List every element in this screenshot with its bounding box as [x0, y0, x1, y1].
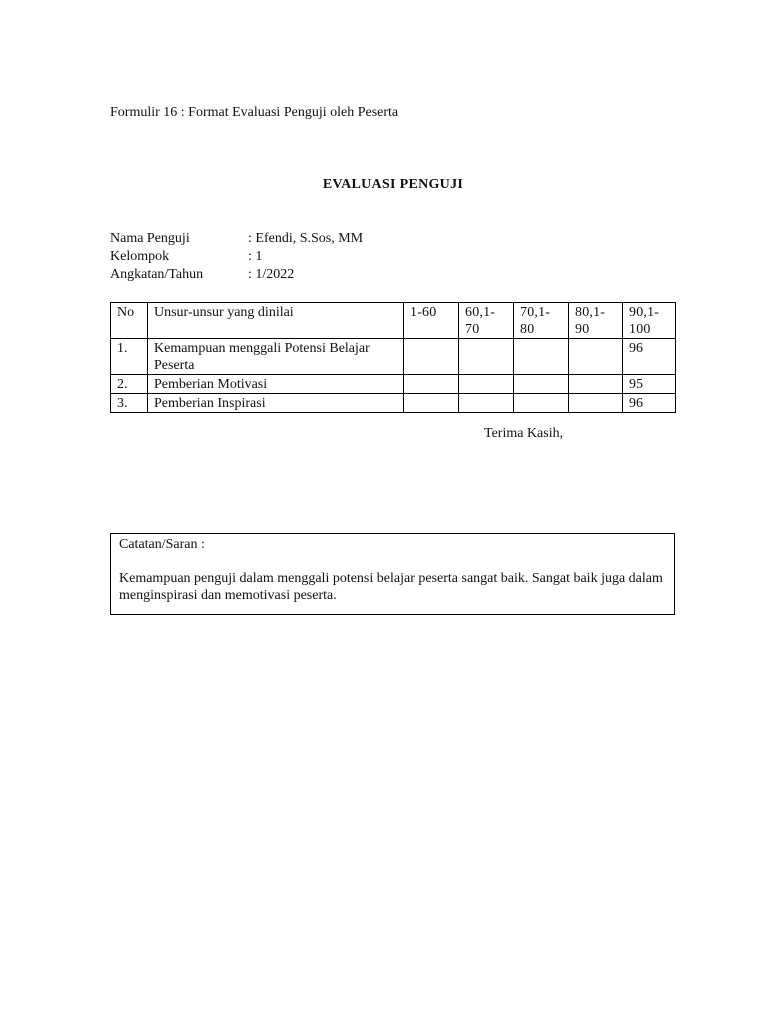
info-value: : 1/2022	[248, 267, 295, 282]
notes-label: Catatan/Saran :	[119, 537, 205, 552]
table-cell-no: 1.	[111, 339, 148, 375]
table-header-cell: 60,1-70	[459, 303, 514, 339]
table-header-cell: Unsur-unsur yang dinilai	[148, 303, 404, 339]
table-header-cell: 70,1-80	[514, 303, 569, 339]
notes-box	[110, 533, 675, 615]
table-header-cell: No	[111, 303, 148, 339]
table-cell-no: 3.	[111, 394, 148, 413]
closing-text: Terima Kasih,	[484, 426, 564, 441]
info-row-kelompok	[110, 248, 510, 266]
table-cell-score	[404, 375, 459, 394]
info-label: Nama Penguji	[110, 231, 190, 246]
table-header-cell: 1-60	[404, 303, 459, 339]
table-cell-score	[459, 339, 514, 375]
table-cell-no: 2.	[111, 375, 148, 394]
table-cell-score: 96	[623, 394, 676, 413]
info-value: : 1	[248, 249, 263, 264]
info-row-angkatan-tahun	[110, 266, 510, 284]
table-cell-score	[569, 375, 623, 394]
table-cell-item: Pemberian Inspirasi	[148, 394, 404, 413]
table-header-row	[111, 303, 676, 339]
table-cell-score	[404, 339, 459, 375]
table-cell-item: Pemberian Motivasi	[148, 375, 404, 394]
table-cell-score: 95	[623, 375, 676, 394]
notes-text: Kemampuan penguji dalam menggali potensi belajar peserta sangat baik. Sangat baik juga dalam menginspirasi dan memotivasi peserta.	[119, 571, 663, 603]
table-cell-score	[459, 394, 514, 413]
table-cell-score	[459, 375, 514, 394]
table-row	[111, 375, 676, 394]
table-header-cell: 90,1-100	[623, 303, 676, 339]
info-label: Angkatan/Tahun	[110, 267, 204, 282]
table-header-cell: 80,1-90	[569, 303, 623, 339]
table-cell-score	[514, 339, 569, 375]
table-row	[111, 339, 676, 375]
table-cell-score	[569, 339, 623, 375]
info-row-nama-penguji	[110, 230, 510, 248]
table-cell-score	[514, 375, 569, 394]
table-cell-score	[404, 394, 459, 413]
table-cell-score: 96	[623, 339, 676, 375]
table-row	[111, 394, 676, 413]
form-caption: Formulir 16 : Format Evaluasi Penguji oleh Peserta	[110, 105, 399, 120]
evaluation-table	[110, 302, 676, 413]
table-cell-score	[514, 394, 569, 413]
info-value: : Efendi, S.Sos, MM	[248, 231, 364, 246]
table-cell-score	[569, 394, 623, 413]
info-label: Kelompok	[110, 249, 170, 264]
table-cell-item: Kemampuan menggali Potensi Belajar Peserta	[148, 339, 404, 375]
page-title: EVALUASI PENGUJI	[322, 177, 464, 192]
